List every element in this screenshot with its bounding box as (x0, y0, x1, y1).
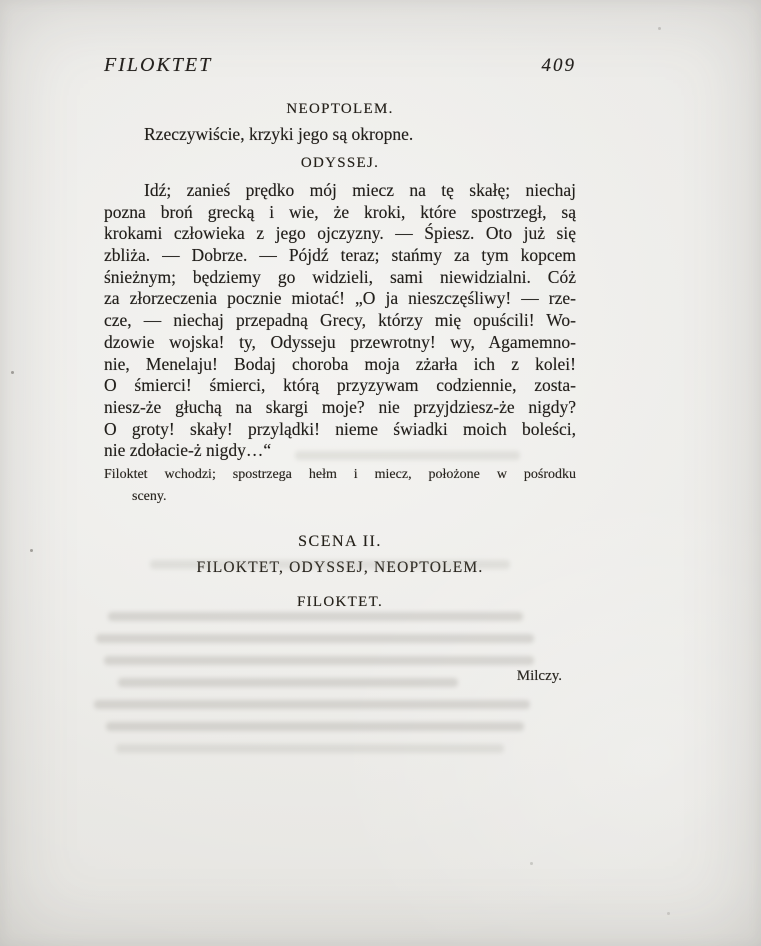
speaker-heading-neoptolem: NEOPTOLEM. (286, 101, 394, 117)
bleed-through-line (106, 722, 524, 731)
dust-speck (658, 27, 661, 30)
dust-speck (30, 549, 33, 552)
dust-speck (530, 862, 533, 865)
dialogue-line: cze, — niechaj przepadną Grecy, którzy mię opuścili! Wo- (104, 310, 576, 331)
dialogue-line: Idź; zanieś prędko mój miecz na tę skałę; niechaj (144, 180, 576, 200)
scene-heading: SCENA II. (298, 533, 382, 550)
dialogue-odyssej (104, 180, 576, 462)
dialogue-line: krokami człowieka z jego ojczyzny. — Śpiesz. Oto już się (104, 223, 576, 244)
stage-note-milczy: Milczy. (516, 668, 562, 684)
dialogue-line: pozna broń grecką i wie, że kroki, które spostrzegł, są (104, 201, 576, 222)
dust-speck (11, 371, 14, 374)
dialogue-neoptolem: Rzeczywiście, krzyki jego są okropne. (144, 124, 414, 144)
dialogue-line: nie zdołacie-ż nigdy…“ (104, 440, 272, 461)
stage-direction-line: Filoktet wchodzi; spostrzega hełm i miecz, położone w pośrodku (104, 467, 576, 482)
dialogue-line: śnieżnym; będziemy go widzieli, sami niewidzialni. Cóż (104, 266, 576, 287)
bleed-through-line (94, 700, 530, 709)
dialogue-line: nie, Menelaju! Bodaj choroba moja zżarła ich z kolei! (104, 353, 576, 374)
dialogue-line: niesz-że głuchą na skargi moje? nie przyjdziesz-że nigdy? (104, 396, 576, 417)
dialogue-line: zbliża. — Dobrze. — Pójdź teraz; stańmy za tym kopcem (104, 245, 576, 266)
speaker-heading-odyssej: ODYSSEJ. (300, 155, 380, 171)
dialogue-line: za złorzeczenia pocznie miotać! „O ja nieszczęśliwy! — rze- (104, 288, 576, 309)
stage-direction (104, 464, 576, 507)
scene-cast-list: FILOKTET, ODYSSEJ, NEOPTOLEM. (196, 559, 484, 576)
bleed-through-line (108, 612, 523, 621)
dialogue-line: dzowie wojska! ty, Odysseju przewrotny! wy, Agamemno- (104, 331, 576, 352)
stage-direction-line: sceny. (132, 488, 167, 504)
dialogue-line: O groty! skały! przylądki! nieme świadki moich boleści, (104, 418, 576, 439)
dialogue-line: O śmierci! śmierci, którą przyzywam codziennie, zosta- (104, 375, 576, 396)
speaker-heading-filoktet: FILOKTET. (297, 594, 383, 610)
running-head (104, 54, 576, 77)
bleed-through-line (116, 744, 504, 753)
running-title: FILOKTET (104, 54, 213, 76)
bleed-through-line (96, 634, 534, 643)
page-number: 409 (541, 55, 576, 76)
dust-speck (667, 912, 670, 915)
bleed-through-line (104, 656, 534, 665)
